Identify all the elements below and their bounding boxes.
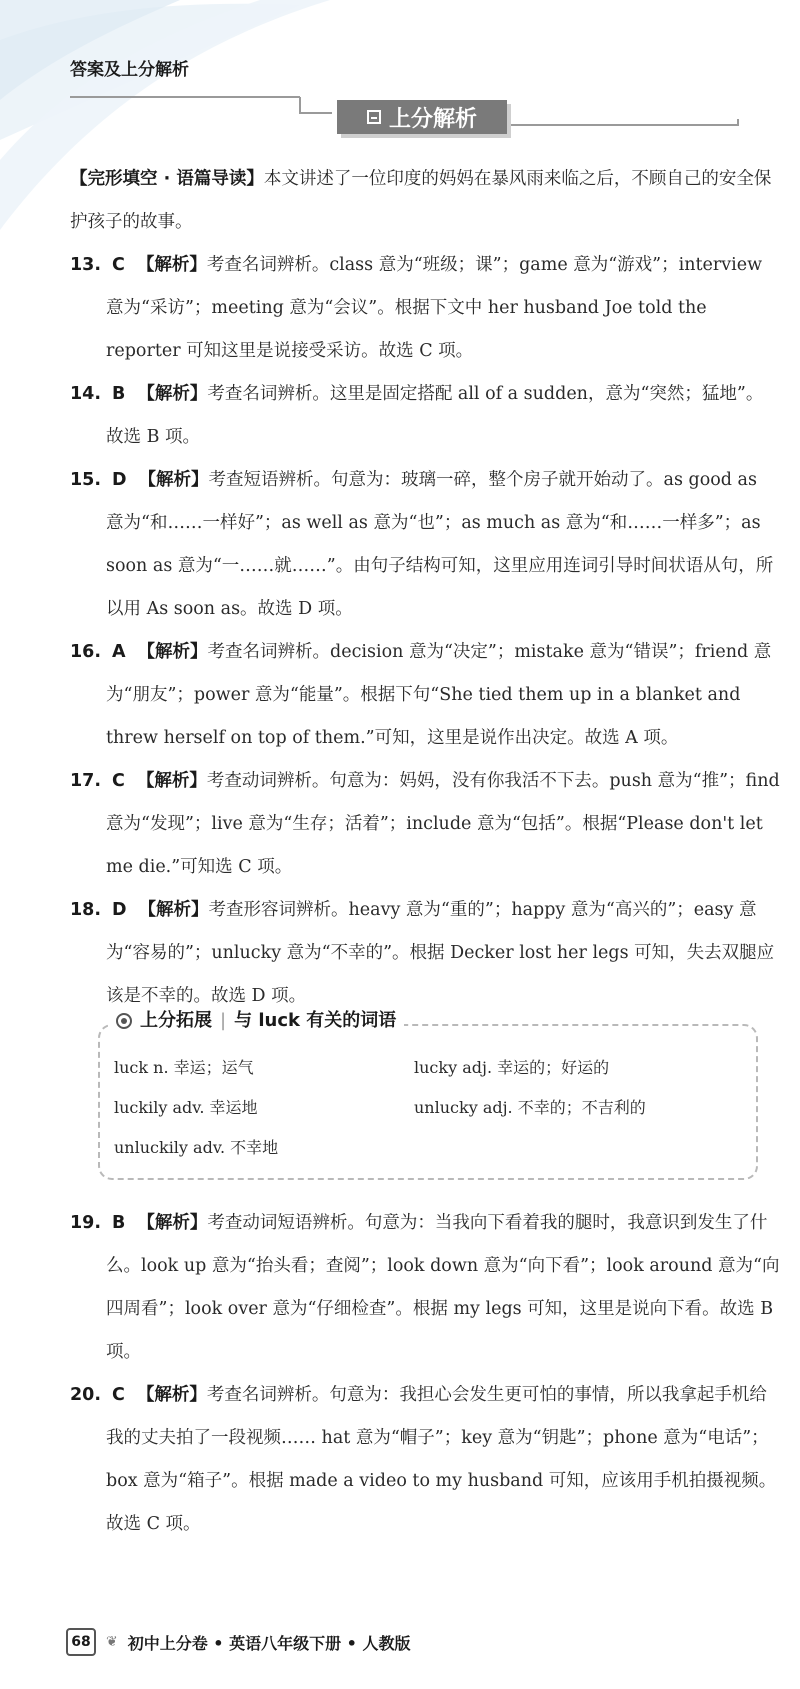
answer-item-15: [70, 459, 780, 631]
item-answer: C: [112, 771, 125, 791]
extension-title: [108, 1006, 404, 1036]
page-header-title: 答案及上分解析: [70, 60, 189, 80]
item-number: 20.: [70, 1385, 102, 1405]
item-number: 15.: [70, 470, 102, 490]
item-text: 考查名词辨析。class 意为“班级；课”；game 意为“游戏”；interview 意为“采访”；meeting 意为“会议”。根据下文中 her husband Joe told the reporter 可知这里是说接受采访。故选 C 项。: [106, 255, 763, 361]
item-answer: C: [112, 1385, 125, 1405]
page-number: 68: [66, 1628, 96, 1656]
page-footer: [66, 1625, 410, 1659]
answer-item-20: [70, 1374, 780, 1546]
vocab-entry: luck n. 幸运；运气: [114, 1058, 254, 1077]
answer-item-18: [70, 889, 780, 1018]
item-tag: 【解析】: [137, 642, 208, 662]
item-number: 13.: [70, 255, 102, 275]
item-text: 考查名词辨析。这里是固定搭配 all of a sudden，意为“突然；猛地”。故选 B 项。: [106, 384, 764, 447]
intro-tag: 【完形填空 · 语篇导读】: [70, 169, 264, 189]
content: [70, 158, 780, 1546]
item-answer: D: [112, 470, 127, 490]
item-tag: 【解析】: [137, 384, 208, 404]
item-answer: A: [112, 642, 126, 662]
item-tag: 【解析】: [136, 1385, 207, 1405]
item-text: 考查短语辨析。句意为：玻璃一碎，整个房子就开始动了。as good as 意为“和……一样好”；as well as 意为“也”；as much as 意为“和……一样多”；as soon as 意为“一……就……”。由句子结构可知，这里应用连词引导时间状语从句，所以用 As soon as。故选 D 项。: [106, 470, 774, 619]
item-answer: D: [112, 900, 127, 920]
item-number: 18.: [70, 900, 102, 920]
answer-item-13: [70, 244, 780, 373]
item-number: 17.: [70, 771, 102, 791]
extension-box: [98, 1010, 758, 1180]
target-icon: [116, 1013, 132, 1029]
extension-subtitle: 与 luck 有关的词语: [234, 1010, 397, 1031]
book-icon: [367, 110, 381, 124]
item-number: 14.: [70, 384, 102, 404]
intro-text: 本文讲述了一位印度的妈妈在暴风雨来临之后，不顾自己的安全保护孩子的故事。: [70, 169, 772, 232]
item-text: 考查名词辨析。decision 意为“决定”；mistake 意为“错误”；friend 意为“朋友”；power 意为“能量”。根据下句“She tied them up in a blanket and threw herself on top of them.”可知，这里是说作出决定。故选 A 项。: [106, 642, 772, 748]
vocab-entry: unluckily adv. 不幸地: [114, 1138, 279, 1157]
item-tag: 【解析】: [136, 255, 207, 275]
item-number: 19.: [70, 1213, 102, 1233]
item-text: 考查动词短语辨析。句意为：当我向下看着我的腿时，我意识到发生了什么。look up 意为“抬头看；查阅”；look down 意为“向下看”；look around 意为“向四周看”；look over 意为“仔细检查”。根据 my legs 可知，这里是说向下看。故选 B 项。: [106, 1213, 780, 1362]
item-text: 考查形容词辨析。heavy 意为“重的”；happy 意为“高兴的”；easy 意为“容易的”；unlucky 意为“不幸的”。根据 Decker lost her legs 可知，失去双腿应该是不幸的。故选 D 项。: [106, 900, 775, 1006]
item-tag: 【解析】: [138, 900, 209, 920]
vocab-entry: unlucky adj. 不幸的；不吉利的: [414, 1098, 646, 1117]
extension-vocab-grid: [114, 1048, 742, 1168]
answer-item-17: [70, 760, 780, 889]
section-banner-label: 上分解析: [388, 106, 477, 132]
book-title: 初中上分卷 • 英语八年级下册 • 人教版: [127, 1633, 411, 1653]
item-tag: 【解析】: [137, 1213, 208, 1233]
item-tag: 【解析】: [136, 771, 207, 791]
intro-paragraph: [70, 158, 780, 244]
section-banner: [337, 100, 507, 134]
item-answer: C: [112, 255, 125, 275]
vocab-entry: luckily adv. 幸运地: [114, 1098, 258, 1117]
item-answer: B: [112, 384, 126, 404]
answer-item-19: [70, 1202, 780, 1374]
item-tag: 【解析】: [138, 470, 209, 490]
answer-item-16: [70, 631, 780, 760]
extension-title-label: 上分拓展: [140, 1010, 212, 1031]
item-answer: B: [112, 1213, 126, 1233]
item-text: 考查名词辨析。句意为：我担心会发生更可怕的事情，所以我拿起手机给我的丈夫拍了一段视频…… hat 意为“帽子”；key 意为“钥匙”；phone 意为“电话”；box 意为“箱子”。根据 made a video to my husband 可知，应该用手机拍摄视频。故选 C 项。: [106, 1385, 777, 1534]
item-text: 考查动词辨析。句意为：妈妈，没有你我活不下去。push 意为“推”；find 意为“发现”；live 意为“生存；活着”；include 意为“包括”。根据“Please don't let me die.”可知选 C 项。: [106, 771, 780, 877]
vocab-entry: lucky adj. 幸运的；好运的: [414, 1058, 610, 1077]
answer-item-14: [70, 373, 780, 459]
item-number: 16.: [70, 642, 102, 662]
extension-divider: |: [220, 1010, 227, 1031]
leaf-icon: ❦: [106, 1634, 118, 1650]
